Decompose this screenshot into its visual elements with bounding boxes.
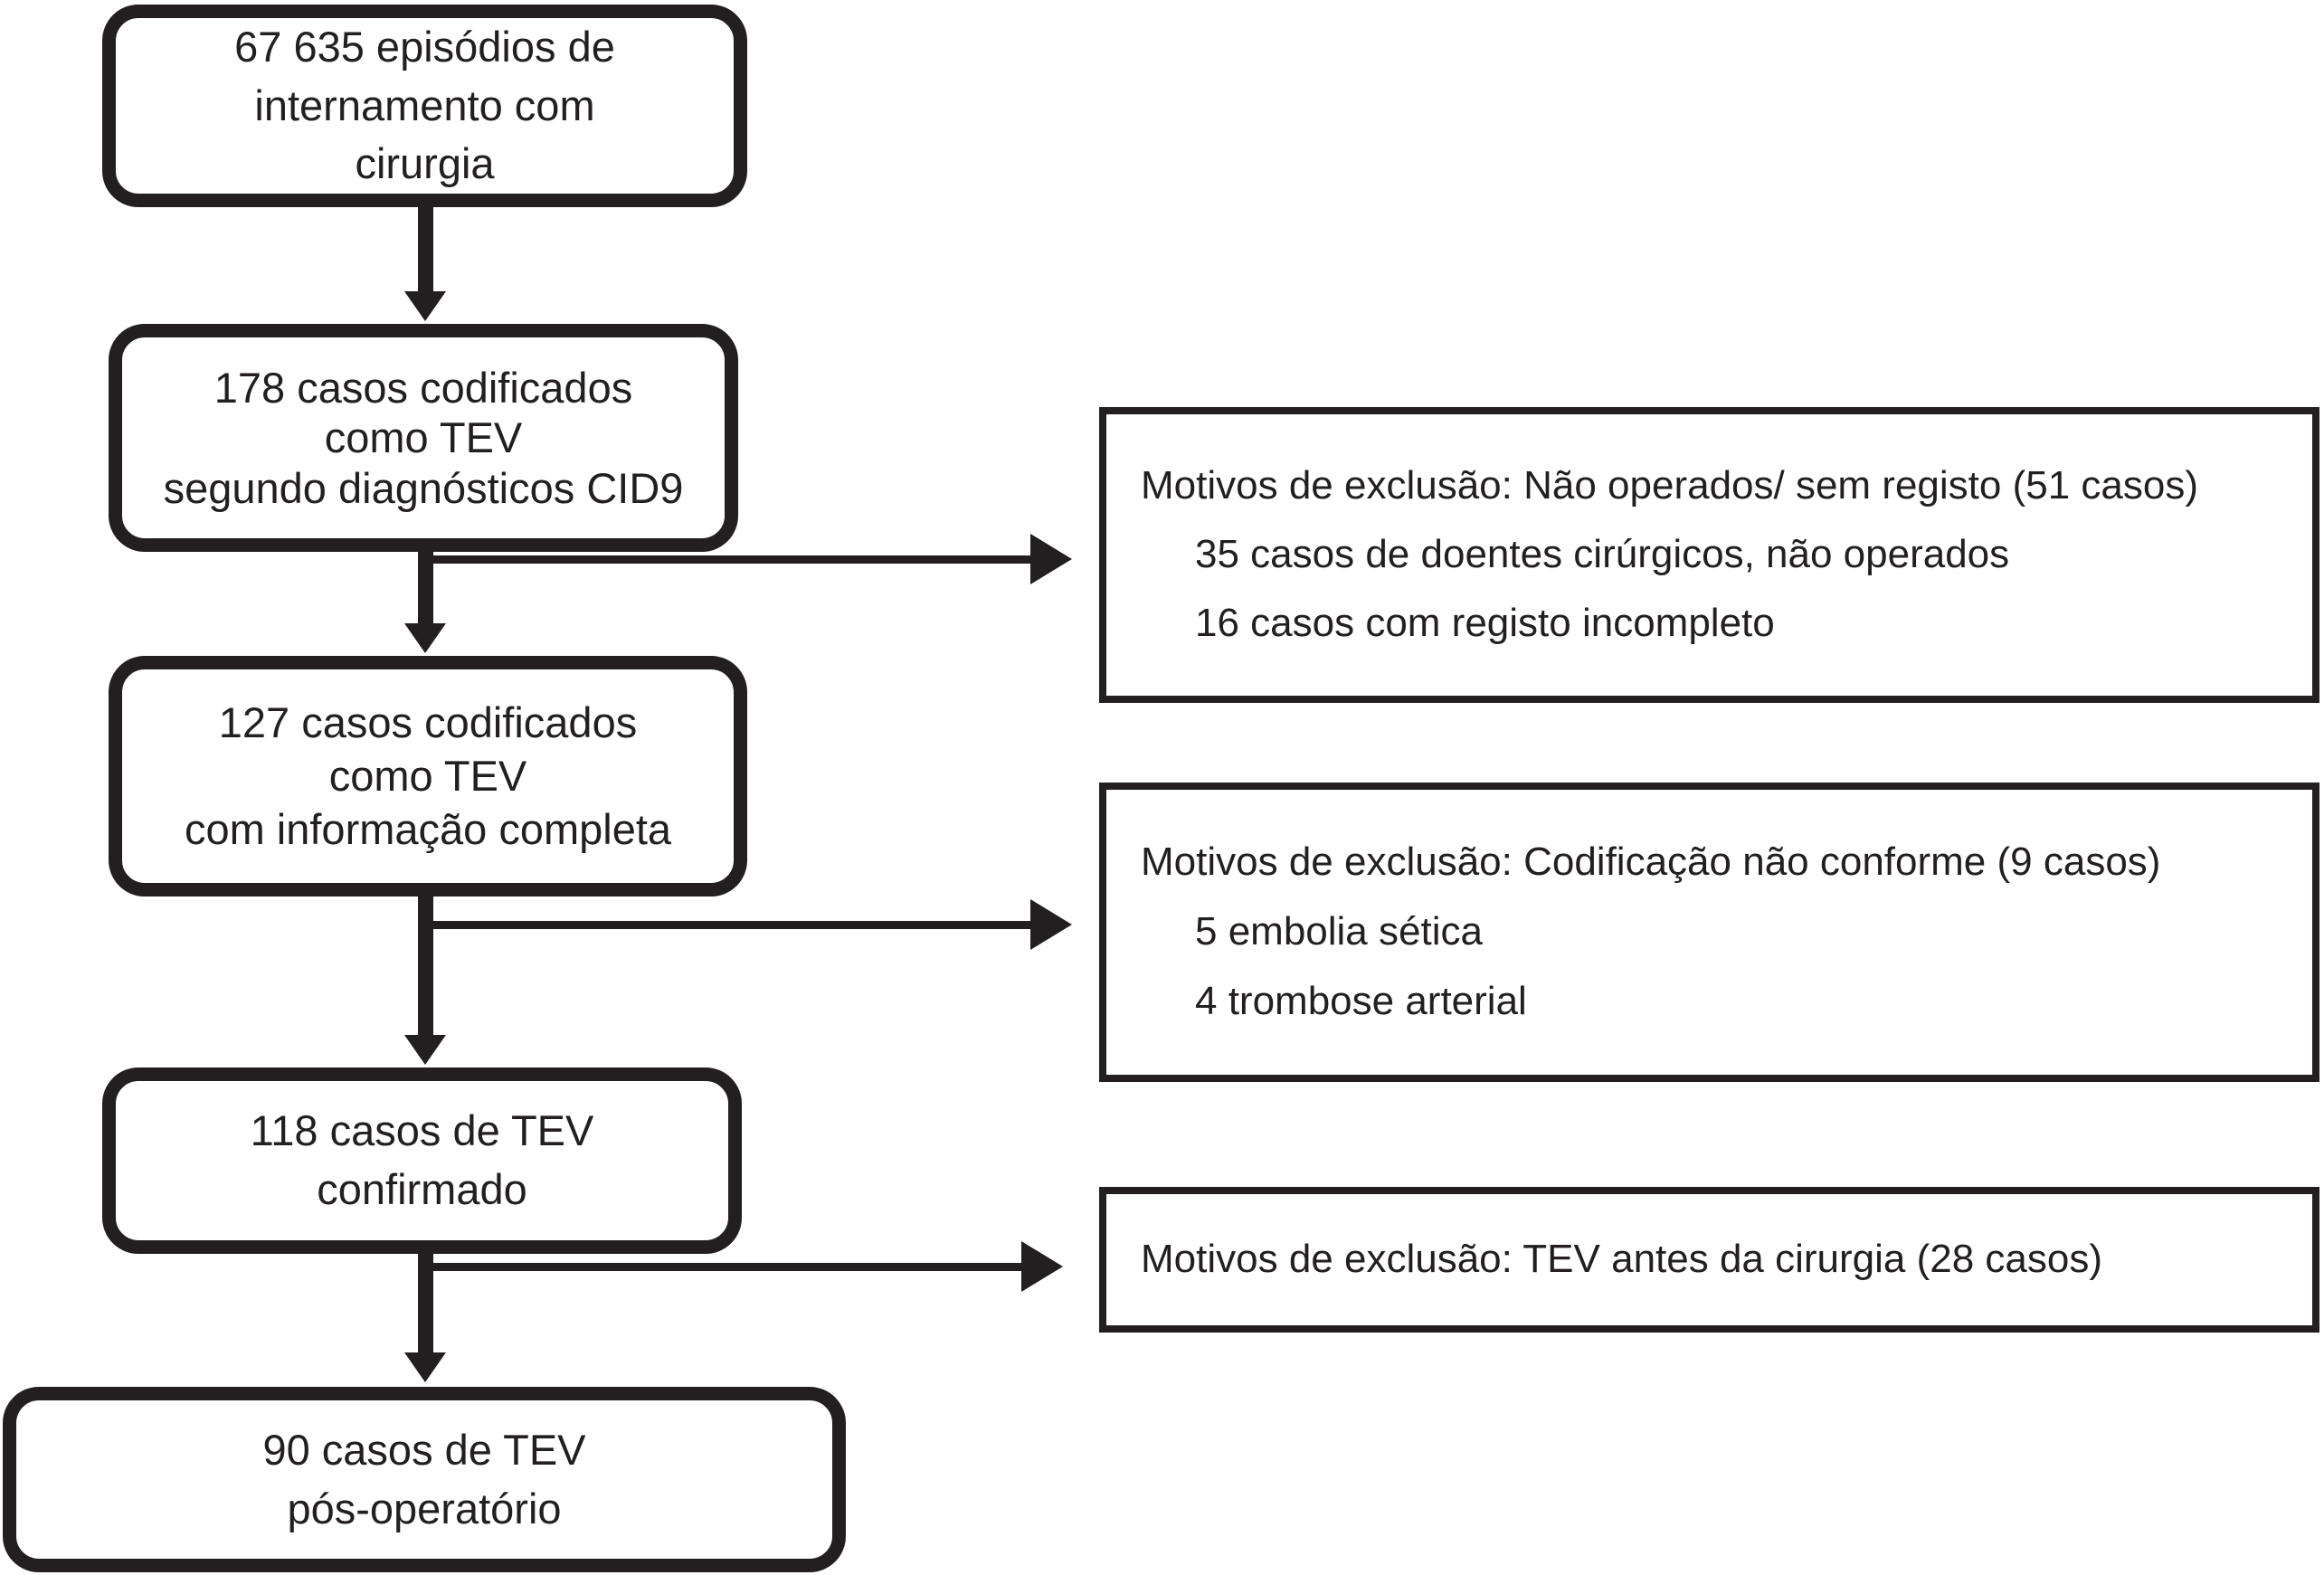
flow-box-casos-codificados-127 <box>109 656 747 897</box>
exclusion-item: 35 casos de doentes cirúrgicos, não operados <box>1195 532 2010 577</box>
flow-box-episodios-cirurgia <box>102 5 747 207</box>
flow-box-casos-codificados-178 <box>109 324 738 552</box>
flow-box-line: como TEV <box>324 413 523 462</box>
flow-box-line: cirurgia <box>355 139 495 188</box>
flow-box-line: com informação completa <box>184 805 672 854</box>
arrow-right-2-head <box>1030 899 1072 950</box>
arrow-down-1-head <box>404 291 446 321</box>
flow-box-line: 127 casos codificados <box>218 698 638 747</box>
flow-box-line: 90 casos de TEV <box>262 1425 586 1474</box>
flow-box-casos-confirmados-118 <box>102 1067 742 1254</box>
arrow-down-2-head <box>404 623 446 653</box>
arrow-down-3-shaft <box>418 895 433 1036</box>
arrow-right-1-head <box>1030 534 1072 584</box>
arrow-down-4-head <box>404 1352 446 1382</box>
flow-box-line: internamento com <box>254 81 595 129</box>
exclusion-title: Motivos de exclusão: Codificação não conforme (9 casos) <box>1141 840 2161 885</box>
flow-box-line: 118 casos de TEV <box>250 1106 594 1155</box>
exclusion-box-2 <box>1099 783 2319 1082</box>
flow-box-line: confirmado <box>317 1165 527 1213</box>
flow-box-line: segundo diagnósticos CID9 <box>163 463 684 512</box>
exclusion-item: 5 embolia sética <box>1195 909 1483 954</box>
flow-box-casos-pos-operatorio-90 <box>3 1387 846 1572</box>
arrow-down-3-head <box>404 1035 446 1065</box>
flow-box-line: 178 casos codificados <box>213 363 633 412</box>
flow-box-line: pós-operatório <box>287 1484 562 1532</box>
arrow-right-3-head <box>1021 1241 1063 1292</box>
arrow-right-1-shaft <box>425 555 1031 564</box>
exclusion-item: 4 trombose arterial <box>1195 979 1527 1024</box>
exclusion-item: 16 casos com registo incompleto <box>1195 601 1775 646</box>
flow-box-line: 67 635 episódios de <box>234 22 615 71</box>
exclusion-title: Motivos de exclusão: TEV antes da cirurgia (28 casos) <box>1141 1237 2103 1282</box>
arrow-right-3-shaft <box>425 1263 1022 1271</box>
flow-box-line: como TEV <box>328 752 527 801</box>
exclusion-box-1 <box>1099 407 2319 703</box>
arrow-right-2-shaft <box>425 921 1031 929</box>
arrow-down-1-shaft <box>418 207 433 292</box>
exclusion-title: Motivos de exclusão: Não operados/ sem registo (51 casos) <box>1141 463 2199 508</box>
exclusion-box-3 <box>1099 1187 2319 1333</box>
